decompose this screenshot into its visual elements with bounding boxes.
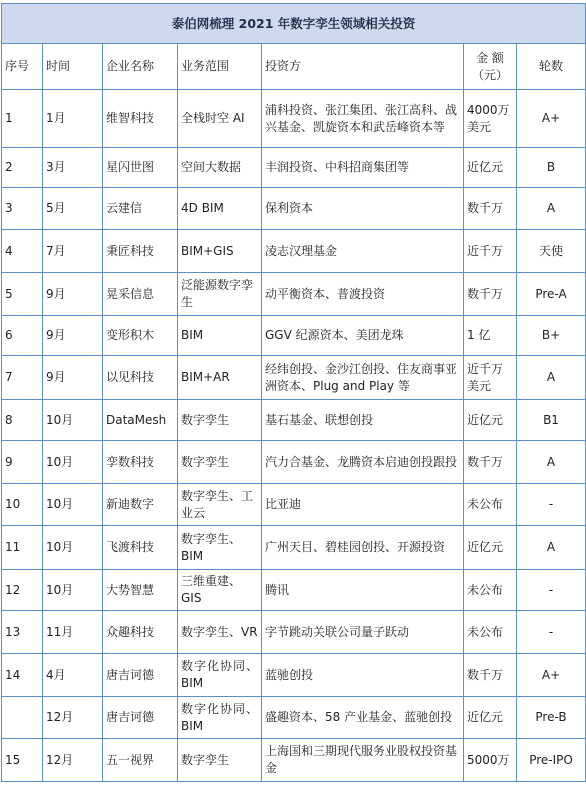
cell-business: 数字孪生、BIM [178,526,262,570]
cell-amount: 近亿元 [464,148,517,188]
cell-amount: 近千万 [464,230,517,273]
header-row [2,44,586,90]
cell-business: 数字孪生、工业云 [178,484,262,526]
cell-round: 天使 [517,230,586,273]
cell-business: 全栈时空 AI [178,90,262,148]
cell-time: 11月 [43,611,103,654]
cell-no: 15 [2,739,43,782]
cell-company: 飞渡科技 [103,526,178,570]
cell-company: 云建信 [103,188,178,230]
cell-company: 大势智慧 [103,570,178,611]
table-row [2,148,586,188]
table-row [2,273,586,316]
cell-business: 空间大数据 [178,148,262,188]
cell-business: 数字孪生 [178,739,262,782]
cell-investors: 基石基金、联想创投 [262,400,464,441]
header-company: 企业名称 [103,44,178,90]
cell-amount: 近千万美元 [464,356,517,400]
cell-company: 星闪世图 [103,148,178,188]
table-row [2,316,586,356]
cell-no: 5 [2,273,43,316]
cell-investors: 上海国和三期现代服务业股权投资基金 [262,739,464,782]
cell-investors: 丰润投资、中科招商集团等 [262,148,464,188]
cell-time: 10月 [43,400,103,441]
cell-no [2,697,43,739]
cell-time: 5月 [43,188,103,230]
cell-investors: 动平衡资本、普渡投资 [262,273,464,316]
table-body [2,90,586,782]
table-row [2,697,586,739]
cell-round: A+ [517,654,586,697]
cell-round: A+ [517,90,586,148]
cell-amount: 数千万 [464,654,517,697]
table-row [2,739,586,782]
cell-business: 数字孪生 [178,400,262,441]
cell-round: B [517,148,586,188]
cell-round: - [517,611,586,654]
cell-business: 4D BIM [178,188,262,230]
cell-investors: 广州天目、碧桂园创投、开源投资 [262,526,464,570]
cell-time: 10月 [43,484,103,526]
table-row [2,188,586,230]
header-time: 时间 [43,44,103,90]
cell-business: 三维重建、GIS [178,570,262,611]
cell-time: 1月 [43,90,103,148]
cell-business: BIM [178,316,262,356]
cell-investors: 腾讯 [262,570,464,611]
cell-business: 数字化协同、BIM [178,697,262,739]
cell-amount: 未公布 [464,570,517,611]
table-row [2,90,586,148]
cell-no: 7 [2,356,43,400]
cell-company: 秉匠科技 [103,230,178,273]
cell-amount: 未公布 [464,611,517,654]
cell-amount: 近亿元 [464,400,517,441]
cell-time: 12月 [43,697,103,739]
cell-company: 晃采信息 [103,273,178,316]
header-amount: 金 额（元） [464,44,517,90]
cell-amount: 5000万 [464,739,517,782]
cell-time: 10月 [43,570,103,611]
table-row [2,356,586,400]
cell-company: 众趣科技 [103,611,178,654]
cell-company: 唐吉诃德 [103,697,178,739]
cell-business: 数字化协同、BIM [178,654,262,697]
cell-no: 13 [2,611,43,654]
cell-no: 6 [2,316,43,356]
header-round: 轮数 [517,44,586,90]
cell-company: 维智科技 [103,90,178,148]
cell-time: 9月 [43,316,103,356]
cell-business: BIM+AR [178,356,262,400]
cell-time: 10月 [43,441,103,484]
cell-investors: 蓝驰创投 [262,654,464,697]
cell-no: 4 [2,230,43,273]
cell-amount: 4000万美元 [464,90,517,148]
cell-no: 1 [2,90,43,148]
cell-business: BIM+GIS [178,230,262,273]
table-row [2,611,586,654]
cell-round: A [517,441,586,484]
cell-time: 3月 [43,148,103,188]
cell-company: 新迪数字 [103,484,178,526]
cell-time: 7月 [43,230,103,273]
cell-company: 五一视界 [103,739,178,782]
cell-round: - [517,484,586,526]
header-investors: 投资方 [262,44,464,90]
cell-no: 2 [2,148,43,188]
cell-amount: 近亿元 [464,697,517,739]
cell-business: 泛能源数字孪生 [178,273,262,316]
cell-round: - [517,570,586,611]
cell-amount: 数千万 [464,188,517,230]
cell-company: 以见科技 [103,356,178,400]
cell-investors: 凌志汉理基金 [262,230,464,273]
cell-round: B+ [517,316,586,356]
cell-investors: 盛趣资本、58 产业基金、蓝驰创投 [262,697,464,739]
cell-round: A [517,526,586,570]
table-row [2,570,586,611]
cell-investors: 比亚迪 [262,484,464,526]
cell-investors: 经纬创投、金沙江创投、住友商事亚洲资本、Plug and Play 等 [262,356,464,400]
table-row [2,654,586,697]
table-row [2,441,586,484]
header-business: 业务范围 [178,44,262,90]
cell-time: 9月 [43,356,103,400]
cell-time: 12月 [43,739,103,782]
cell-investors: 字节跳动关联公司量子跃动 [262,611,464,654]
cell-no: 12 [2,570,43,611]
cell-no: 11 [2,526,43,570]
cell-round: B1 [517,400,586,441]
cell-investors: GGV 纪源资本、美团龙珠 [262,316,464,356]
cell-amount: 未公布 [464,484,517,526]
cell-no: 3 [2,188,43,230]
table-row [2,230,586,273]
cell-investors: 保利资本 [262,188,464,230]
cell-round: A [517,188,586,230]
cell-time: 10月 [43,526,103,570]
table-title: 泰伯网梳理 2021 年数字孪生领域相关投资 [2,4,586,44]
cell-company: 唐吉诃德 [103,654,178,697]
cell-round: Pre-IPO [517,739,586,782]
cell-no: 9 [2,441,43,484]
table-row [2,526,586,570]
cell-investors: 浦科投资、张江集团、张江高科、战兴基金、凯旋资本和武岳峰资本等 [262,90,464,148]
table-row [2,484,586,526]
cell-business: 数字孪生 [178,441,262,484]
table-row [2,400,586,441]
cell-no: 14 [2,654,43,697]
cell-round: A [517,356,586,400]
cell-amount: 1 亿 [464,316,517,356]
cell-amount: 数千万 [464,441,517,484]
cell-time: 4月 [43,654,103,697]
cell-company: DataMesh [103,400,178,441]
cell-company: 孪数科技 [103,441,178,484]
cell-investors: 汽力合基金、龙腾资本启迪创投跟投 [262,441,464,484]
cell-no: 10 [2,484,43,526]
cell-round: Pre-A [517,273,586,316]
cell-business: 数字孪生、VR [178,611,262,654]
cell-amount: 数千万 [464,273,517,316]
cell-amount: 近亿元 [464,526,517,570]
header-no: 序号 [2,44,43,90]
cell-round: Pre-B [517,697,586,739]
cell-company: 变形积木 [103,316,178,356]
cell-no: 8 [2,400,43,441]
cell-time: 9月 [43,273,103,316]
investment-table [1,3,586,782]
